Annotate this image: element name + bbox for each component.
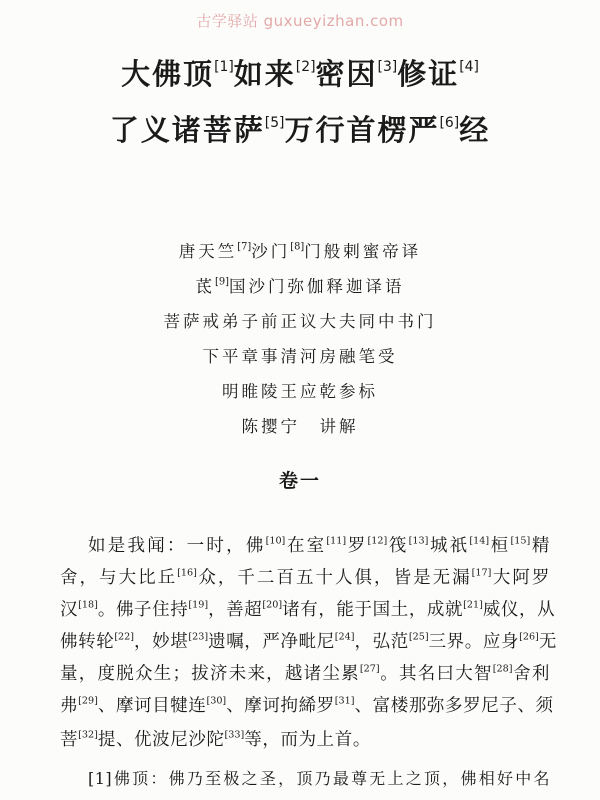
text-run: 桓 [489, 536, 511, 556]
text-run: 诸有，能于国土，成就 [282, 600, 464, 620]
footnote-marker: [14] [469, 535, 490, 547]
body-line-6 [60, 692, 554, 717]
text-run: 唐天竺 [178, 242, 238, 261]
text-run: 汉 [60, 600, 79, 620]
text-run: 门般剌蜜帝译 [304, 242, 422, 261]
footnote-marker: [5] [264, 114, 285, 131]
text-run: 提、优波尼沙陀 [97, 730, 225, 750]
footnote-marker: [25] [408, 631, 429, 643]
text-run: 下平章事清河房融笔受 [202, 347, 398, 366]
footnote-marker: [30] [206, 695, 227, 707]
footnote-marker: [23] [188, 631, 209, 643]
footnote-marker: [12] [367, 535, 388, 547]
attribution-line-6 [0, 413, 600, 437]
text-run: 、富楼那弥多罗尼子、须 [354, 696, 554, 716]
text-run: 、摩诃拘絺罗 [226, 696, 335, 716]
text-run: 明睢陵王应乾参标 [222, 382, 378, 401]
text-run: 了义诸菩萨 [109, 113, 265, 147]
text-run: 密因 [315, 57, 378, 91]
footnote-marker: [2] [295, 58, 316, 75]
text-run: 舍，与大比丘 [60, 568, 178, 588]
body-line-4 [60, 628, 557, 653]
text-run: 佛转轮 [60, 632, 115, 652]
text-run: 修证 [397, 57, 460, 91]
text-run: 如是我闻：一时，佛 [88, 536, 266, 556]
text-run: 。佛子住持 [97, 600, 189, 620]
attribution-line-3 [0, 308, 600, 332]
footnote-marker: [7] [237, 241, 252, 253]
text-run: 罗 [346, 536, 368, 556]
footnote-marker: [3] [377, 58, 398, 75]
text-run: 如来 [233, 57, 296, 91]
attribution-line-5 [0, 378, 600, 402]
footnote-marker: [15] [510, 535, 531, 547]
footnote-marker: [9] [215, 276, 229, 288]
footnote-marker: [28] [492, 663, 513, 675]
text-run: 众，千二百五十人俱，皆是无漏 [196, 568, 472, 588]
text-run: 大阿罗 [491, 568, 550, 588]
text-run: 等，而为上首。 [244, 730, 371, 750]
text-run: 在室 [285, 536, 327, 556]
text-run: 菩萨戒弟子前正议大夫同中书门 [163, 312, 437, 331]
footnote-marker: [33] [224, 729, 245, 741]
section-heading: 卷一 [278, 470, 321, 492]
footnote-marker: [27] [359, 663, 380, 675]
text-run: 三界。应身 [428, 632, 520, 652]
text-run: 无 [538, 632, 557, 652]
text-run: 筏 [387, 536, 409, 556]
body-line-2 [60, 564, 550, 589]
footnote-marker: [16] [177, 567, 197, 579]
text-run: ，善超 [208, 600, 263, 620]
text-run: 茋 [195, 277, 215, 296]
footnote-marker: [22] [114, 631, 135, 643]
attribution-line-2 [0, 273, 600, 297]
title-line-1 [0, 52, 600, 93]
text-run: 国沙门弥伽释迦译语 [229, 277, 405, 296]
footnote-marker: [24] [334, 631, 355, 643]
text-run: ，妙堪 [134, 632, 189, 652]
text-run: 经 [459, 113, 491, 147]
footnote-marker: [18] [78, 599, 98, 611]
footnote-marker: [4] [459, 58, 479, 75]
body-line-5 [60, 660, 550, 685]
watermark: 古学驿站 guxueyizhan.com [196, 12, 404, 30]
footnote-marker: [10] [265, 535, 286, 547]
footnote-marker: [17] [471, 567, 492, 579]
title-line-2 [0, 108, 600, 149]
text-run: 遗嘱，严净毗尼 [208, 632, 335, 652]
footnote-marker: [31] [334, 695, 355, 707]
text-run: 万行首楞严 [284, 113, 440, 147]
footnote-marker: [19] [188, 599, 209, 611]
text-run: 陈撄宁 讲解 [241, 417, 359, 436]
footnote-marker: [32] [78, 729, 98, 741]
footnote-marker: [29] [78, 695, 98, 707]
text-run: 沙门 [251, 242, 291, 261]
footnote-marker: [26] [519, 631, 539, 643]
footnote-1: [1]佛顶：佛乃至极之圣，顶乃最尊无上之顶，佛相好中名 [88, 769, 550, 788]
text-run: 。其名曰大智 [379, 664, 493, 684]
footnote-marker: [1] [214, 58, 234, 75]
text-run: 弗 [60, 696, 79, 716]
text-run: 、摩诃目犍连 [97, 696, 207, 716]
body-line-7 [60, 726, 550, 751]
text-run: 舍利 [512, 664, 551, 684]
text-run: 大佛顶 [121, 57, 215, 91]
text-run: 量，度脱众生；拔济未来，越诸尘累 [60, 664, 360, 684]
text-run: 菩 [60, 730, 79, 750]
text-run: 威仪，从 [482, 600, 556, 620]
footnote-marker: [11] [326, 535, 347, 547]
text-run: 城祇 [428, 536, 470, 556]
body-line-3 [60, 596, 556, 621]
footnote-marker: [13] [408, 535, 429, 547]
attribution-line-1 [0, 238, 600, 262]
text-run: 精 [530, 536, 550, 556]
footnote-marker: [21] [463, 599, 483, 611]
body-line-1 [88, 532, 550, 557]
footnote-marker: [6] [439, 114, 460, 131]
footnote-marker: [8] [290, 241, 305, 253]
text-run: ，弘范 [354, 632, 409, 652]
footnote-marker: [20] [262, 599, 283, 611]
attribution-line-4 [0, 343, 600, 367]
